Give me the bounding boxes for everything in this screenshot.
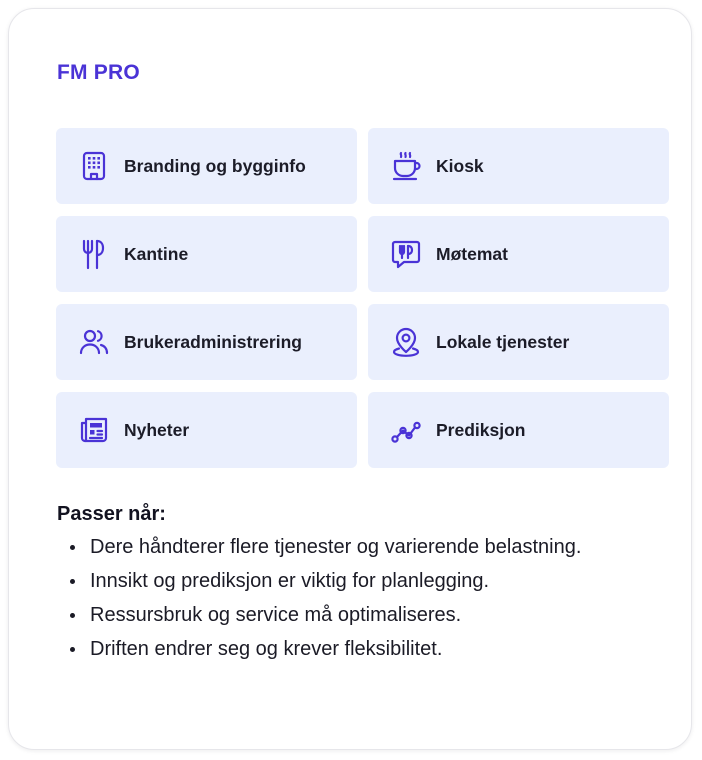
meeting-food-icon: [390, 238, 422, 270]
module-tile-kiosk[interactable]: [368, 128, 669, 204]
plan-card: [8, 8, 692, 750]
module-tile-kantine[interactable]: [56, 216, 357, 292]
module-label: Møtemat: [436, 243, 508, 264]
plan-title: FM PRO: [57, 61, 140, 84]
users-icon: [78, 326, 110, 358]
module-tile-prediksjon[interactable]: [368, 392, 669, 468]
module-label: Kantine: [124, 243, 189, 264]
trend-line-icon: [390, 414, 422, 446]
module-tile-brukeradministrering[interactable]: [56, 304, 357, 380]
module-label: Lokale tjenester: [436, 331, 570, 352]
fits-section: [57, 503, 657, 668]
list-item: Driften endrer seg og krever fleksibilitet.: [90, 634, 657, 665]
module-tile-branding[interactable]: [56, 128, 357, 204]
fits-list: [57, 532, 657, 665]
module-label: Branding og bygginfo: [124, 155, 306, 176]
module-label: Kiosk: [436, 155, 484, 176]
module-label: Nyheter: [124, 419, 190, 440]
fits-heading: Passer når:: [57, 503, 166, 525]
module-tile-lokale-tjenester[interactable]: [368, 304, 669, 380]
list-item: Dere håndterer flere tjenester og varierende belastning.: [90, 532, 657, 563]
module-label: Brukeradministrering: [124, 331, 302, 352]
building-icon: [78, 150, 110, 182]
newspaper-icon: [78, 414, 110, 446]
module-grid: [56, 128, 669, 468]
list-item: Ressursbruk og service må optimaliseres.: [90, 600, 657, 631]
fork-knife-icon: [78, 238, 110, 270]
module-label: Prediksjon: [436, 419, 526, 440]
module-tile-nyheter[interactable]: [56, 392, 357, 468]
location-pin-icon: [390, 326, 422, 358]
module-tile-motemat[interactable]: [368, 216, 669, 292]
coffee-cup-icon: [390, 150, 422, 182]
list-item: Innsikt og prediksjon er viktig for planlegging.: [90, 566, 657, 597]
